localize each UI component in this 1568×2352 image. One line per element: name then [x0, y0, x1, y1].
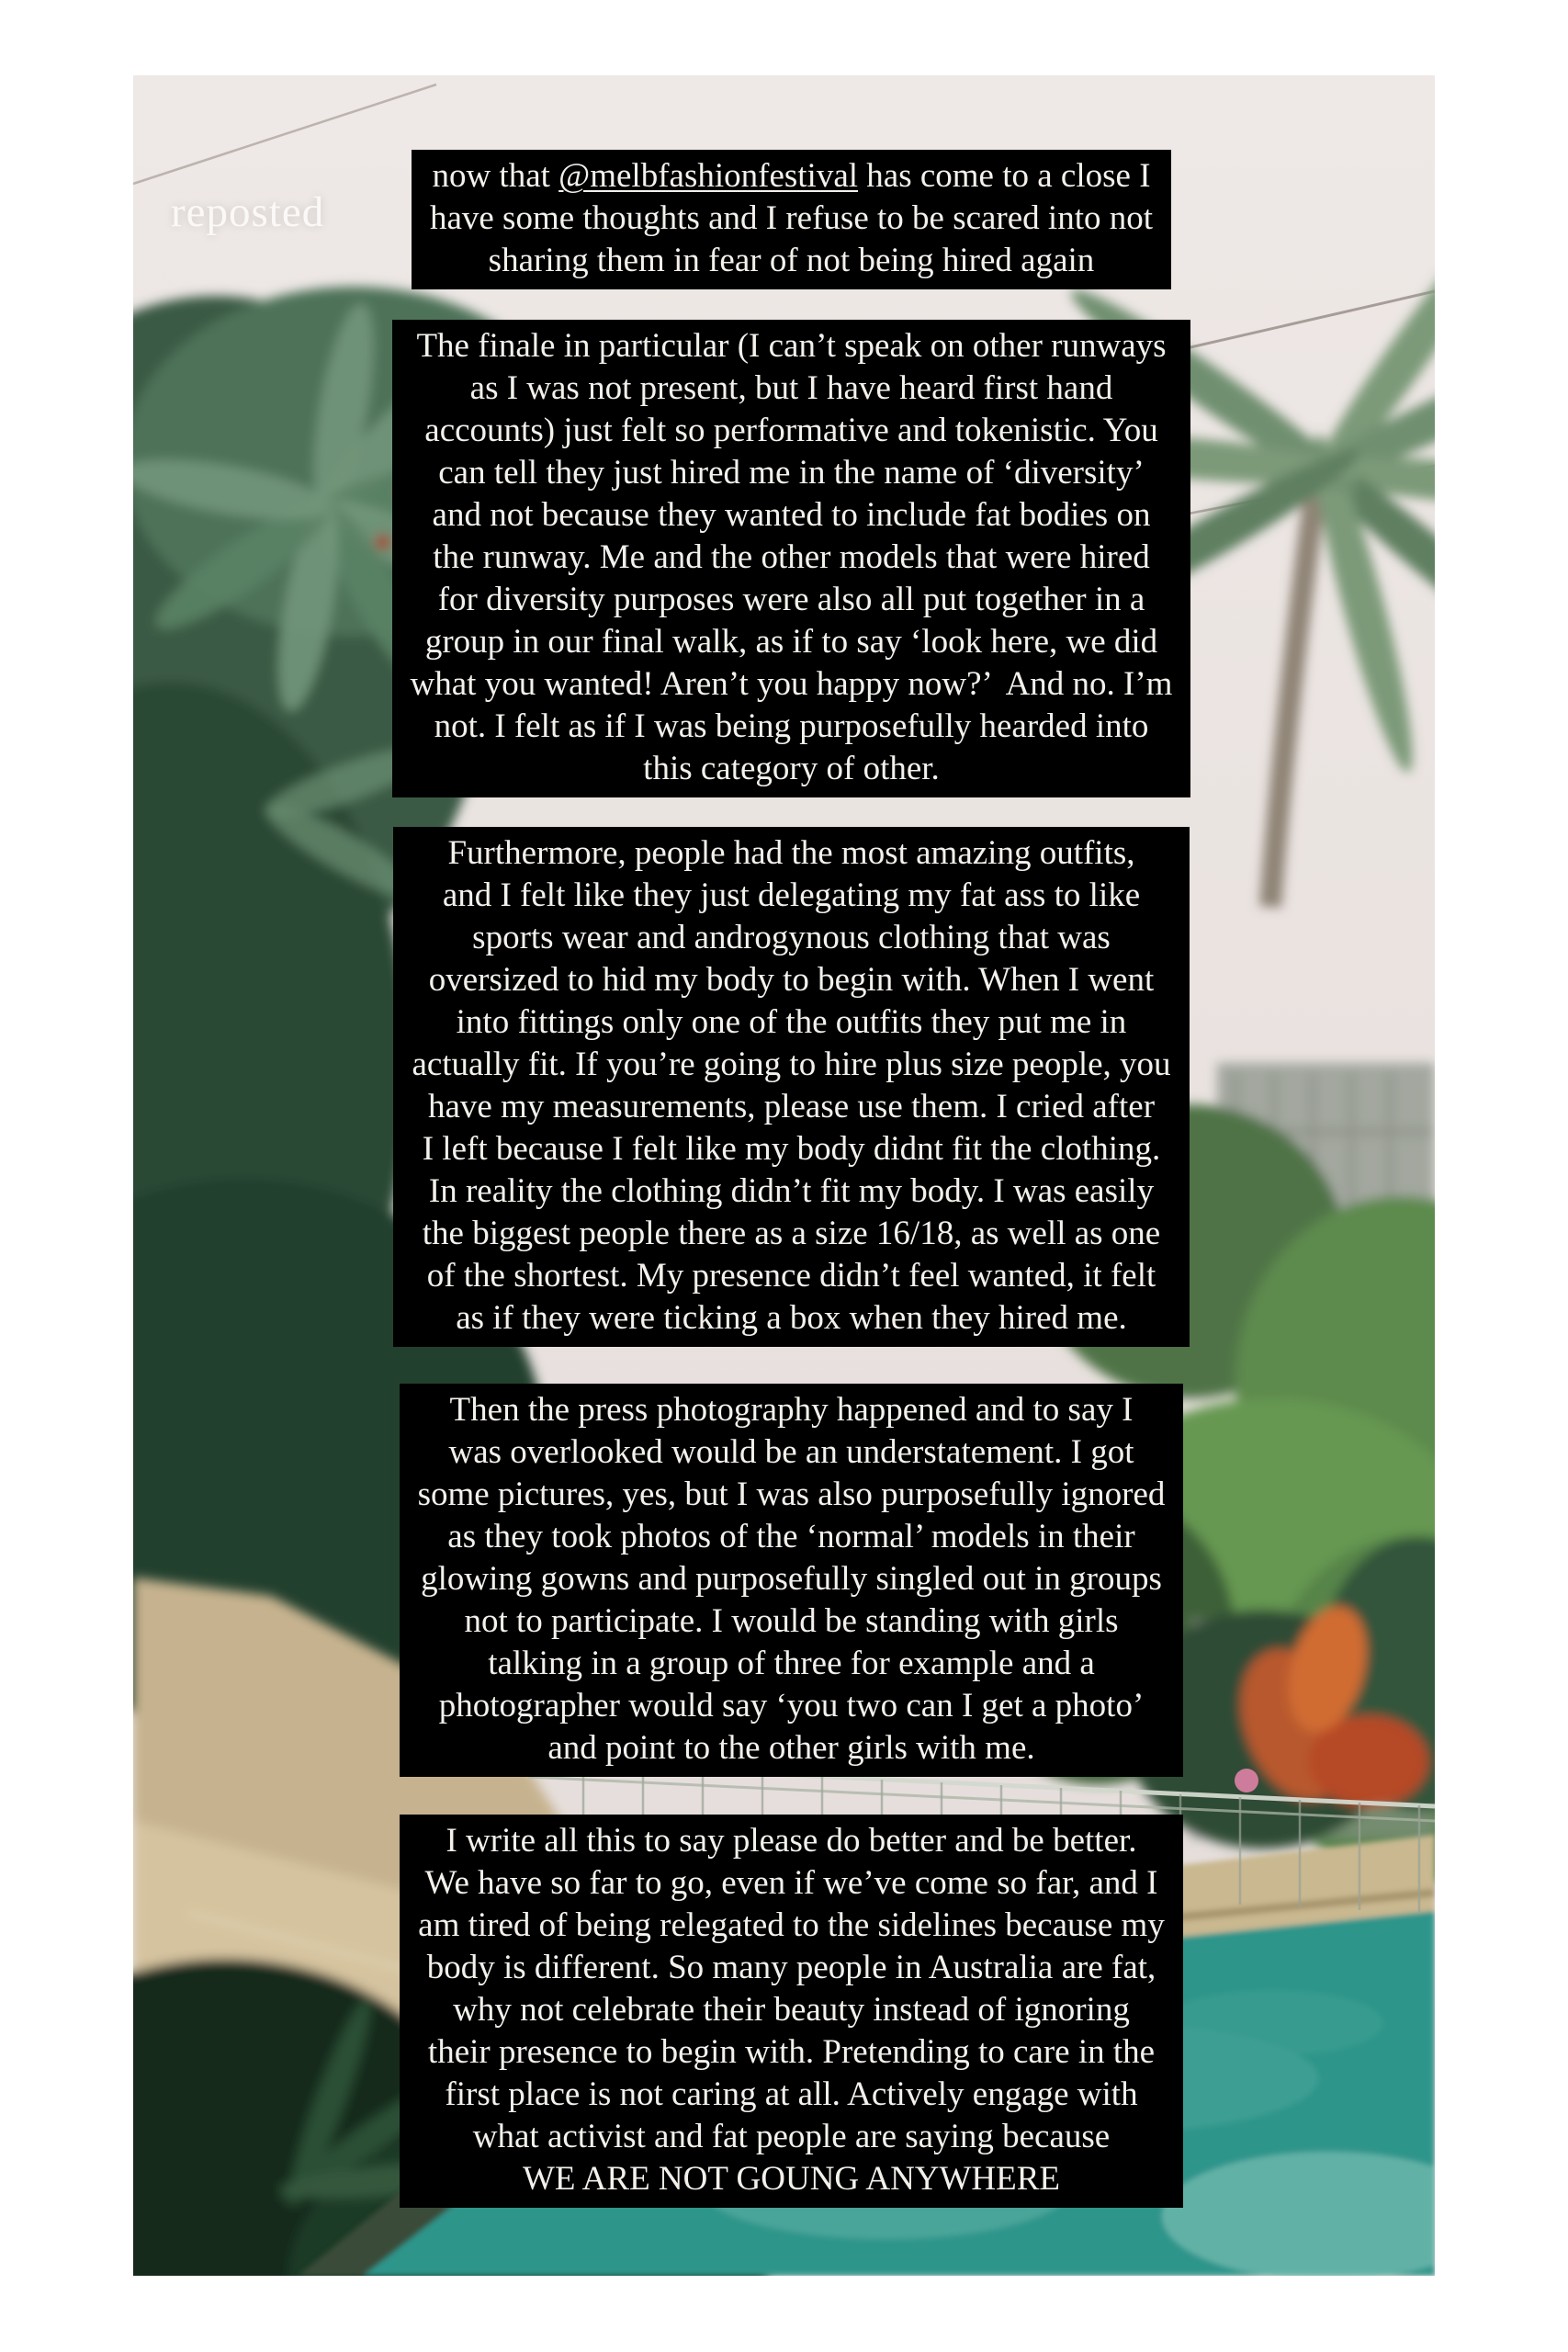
text-line: and I felt like they just delegating my fat ass to like	[442, 876, 1141, 914]
text-line: not. I felt as if I was being purposefully hearded into	[434, 707, 1149, 745]
text-line: Furthermore, people had the most amazing outfits,	[447, 834, 1135, 872]
text-line: am tired of being relegated to the sidelines because my	[418, 1906, 1165, 1944]
text-line: In reality the clothing didn’t fit my body. I was easily	[428, 1172, 1155, 1210]
text-line: into fittings only one of the outfits they put me in	[456, 1003, 1127, 1041]
text-line: this category of other.	[643, 750, 940, 787]
text-line: photographer would say ‘you two can I get a photo’	[438, 1687, 1145, 1724]
text-line: We have so far to go, even if we’ve come so far, and I	[424, 1864, 1158, 1902]
text-block-3	[133, 827, 1435, 1347]
text-block-1	[133, 150, 1435, 289]
text-line: some pictures, yes, but I was also purposefully ignored	[417, 1476, 1166, 1513]
text-block-2	[133, 320, 1435, 797]
text-line: I write all this to say please do better and be better.	[446, 1822, 1137, 1860]
text-line: not to participate. I would be standing with girls	[464, 1602, 1119, 1640]
text-line: group in our final walk, as if to say ‘look here, we did	[424, 623, 1158, 661]
text-line: as they took photos of the ‘normal’ models in their	[447, 1518, 1135, 1555]
text-line: of the shortest. My presence didn’t feel wanted, it felt	[426, 1257, 1156, 1295]
text-line: and not because they wanted to include fat bodies on	[432, 496, 1151, 534]
text-line: can tell they just hired me in the name of ‘diversity’	[438, 454, 1145, 492]
text-line: and point to the other girls with me.	[547, 1729, 1035, 1767]
story-text-box	[400, 1384, 1184, 1777]
text-line: what activist and fat people are saying because	[472, 2118, 1111, 2155]
text-line: as if they were ticking a box when they hired me.	[456, 1299, 1127, 1337]
text-line: talking in a group of three for example and a	[488, 1645, 1095, 1682]
text-line: their presence to begin with. Pretending to care in the	[427, 2033, 1156, 2071]
story-text-box	[400, 1815, 1183, 2208]
text-line: have some thoughts and I refuse to be scared into not	[429, 199, 1154, 237]
text-line	[430, 155, 1153, 198]
story-text-box	[392, 320, 1191, 797]
text-line: what you wanted! Aren’t you happy now?’ And no. I’m	[410, 665, 1173, 703]
text-line: oversized to hid my body to begin with. When I went	[428, 961, 1155, 999]
text-line: the runway. Me and the other models that were hired	[433, 538, 1150, 576]
text-line: Then the press photography happened and to say I	[449, 1391, 1134, 1429]
text-line: accounts) just felt so performative and tokenistic. You	[424, 412, 1158, 449]
text-line: glowing gowns and purposefully singled out in groups	[421, 1560, 1162, 1598]
text-line: have my measurements, please use them. I cried after	[427, 1088, 1156, 1125]
text-segment: now that	[432, 157, 559, 195]
text-block-5	[133, 1815, 1435, 2208]
text-line: body is different. So many people in Australia are fat,	[426, 1949, 1156, 1986]
text-line: was overlooked would be an understatement. I got	[448, 1433, 1134, 1471]
text-line: WE ARE NOT GOUNG ANYWHERE	[522, 2160, 1061, 2198]
text-line: I left because I felt like my body didnt fit the clothing.	[422, 1130, 1161, 1168]
text-line: sports wear and androgynous clothing that was	[472, 919, 1111, 956]
story-text-box	[393, 827, 1189, 1347]
text-line: as I was not present, but I have heard first hand	[469, 369, 1113, 407]
text-segment: has come to a close I	[858, 157, 1151, 195]
text-line: why not celebrate their beauty instead of ignoring	[453, 1991, 1130, 2029]
mention-link[interactable]: @melbfashionfestival	[558, 157, 859, 195]
text-line: the biggest people there as a size 16/18, as well as one	[422, 1215, 1161, 1252]
text-line: first place is not caring at all. Actively engage with	[445, 2075, 1138, 2113]
text-line: actually fit. If you’re going to hire plus size people, you	[412, 1046, 1171, 1083]
text-line: for diversity purposes were also all put together in a	[437, 581, 1145, 618]
text-line: sharing them in fear of not being hired again	[488, 242, 1095, 279]
reposted-label: reposted	[171, 188, 325, 236]
text-block-4	[133, 1384, 1435, 1777]
story-text-box	[412, 150, 1171, 289]
text-line: The finale in particular (I can’t speak on other runways	[416, 327, 1167, 365]
